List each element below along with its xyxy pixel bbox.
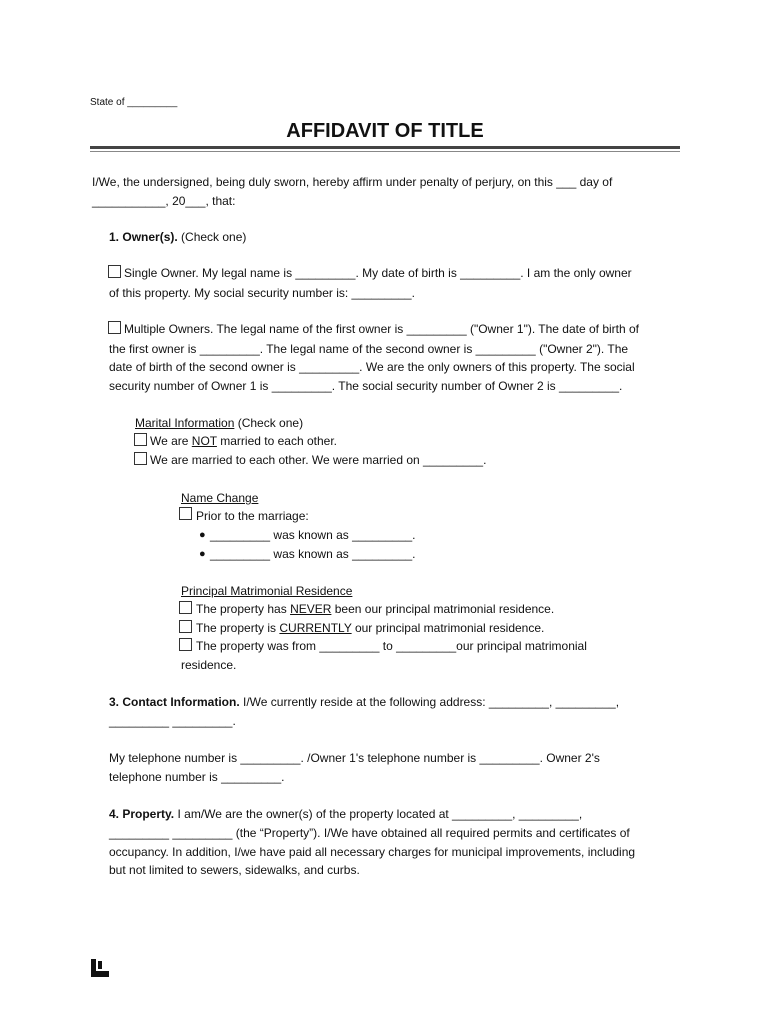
section-4-line-1: [109, 807, 582, 821]
not-married-text-a: We are: [150, 434, 192, 448]
not-married-checkbox[interactable]: [134, 433, 147, 446]
currently-text-b: our principal matrimonial residence.: [351, 621, 545, 635]
multiple-owners-line-3: date of birth of the second owner is _________. We are the only owners of this property. The social: [109, 360, 635, 374]
currently-residence-label: [196, 621, 544, 635]
bullet-1-glyph: ●: [199, 529, 206, 541]
document-title: AFFIDAVIT OF TITLE: [286, 120, 484, 142]
prior-to-marriage-label: Prior to the marriage:: [196, 509, 309, 523]
never-emphasis: NEVER: [290, 602, 332, 616]
document-logo-icon: [90, 958, 110, 978]
section-1-note: (Check one): [177, 230, 247, 244]
phone-line-2: telephone number is _________.: [109, 770, 285, 784]
section-3-text: I/We currently reside at the following address: _________, _________,: [239, 695, 620, 709]
section-4-line-4: but not limited to sewers, sidewalks, and curbs.: [109, 863, 360, 877]
never-text-b: been our principal matrimonial residence.: [331, 602, 555, 616]
currently-emphasis: CURRENTLY: [279, 621, 352, 635]
multiple-owners-line-4: security number of Owner 1 is _________. The social security number of Owner 2 is _________.: [109, 379, 623, 393]
section-4-text: I am/We are the owner(s) of the property located at _________, _________,: [174, 807, 583, 821]
period-residence-line-1: The property was from _________ to _________our principal matrimonial: [196, 639, 587, 653]
single-owner-line-1: Single Owner. My legal name is _________. My date of birth is _________. I am the only owner: [124, 266, 632, 280]
never-residence-checkbox[interactable]: [179, 601, 192, 614]
not-married-emphasis: NOT: [191, 434, 217, 448]
section-4-line-3: occupancy. In addition, I/we have paid all necessary charges for municipal improvements, including: [109, 845, 636, 859]
title-rule-thin: [90, 151, 680, 152]
period-residence-line-2: residence.: [181, 658, 237, 672]
period-residence-checkbox[interactable]: [179, 638, 192, 651]
section-3-heading: 3. Contact Information.: [109, 695, 240, 709]
section-3-line-1: [109, 695, 619, 709]
married-checkbox[interactable]: [134, 452, 147, 465]
single-owner-checkbox[interactable]: [108, 265, 121, 278]
section-1-heading: [109, 230, 246, 244]
currently-text-a: The property is: [196, 621, 280, 635]
section-4-heading: 4. Property.: [109, 807, 175, 821]
single-owner-line-2: of this property. My social security number is: _________.: [109, 286, 415, 300]
never-text-a: The property has: [196, 602, 291, 616]
prior-to-marriage-checkbox[interactable]: [179, 507, 192, 520]
intro-line-2: ___________, 20___, that:: [92, 194, 236, 208]
marital-heading-note: (Check one): [234, 416, 304, 430]
marital-heading-label: Marital Information: [135, 416, 235, 430]
multiple-owners-line-1: Multiple Owners. The legal name of the first owner is _________ ("Owner 1"). The date of birth of: [124, 322, 640, 336]
married-label: We are married to each other. We were married on _________.: [150, 453, 487, 467]
never-residence-label: [196, 602, 554, 616]
name-known-as-1: _________ was known as _________.: [210, 528, 416, 542]
section-1-number: 1.: [109, 230, 120, 244]
name-known-as-2: _________ was known as _________.: [210, 547, 416, 561]
multiple-owners-line-2: the first owner is _________. The legal name of the second owner is _________ ("Owner 2"). The: [109, 342, 629, 356]
intro-line-1: I/We, the undersigned, being duly sworn, hereby affirm under penalty of perjury, on this ___ day of: [92, 175, 613, 189]
multiple-owners-checkbox[interactable]: [108, 321, 121, 334]
not-married-text-b: married to each other.: [216, 434, 337, 448]
bullet-2-glyph: ●: [199, 548, 206, 560]
state-line: State of _________: [90, 97, 178, 108]
currently-residence-checkbox[interactable]: [179, 620, 192, 633]
phone-line-1: My telephone number is _________. /Owner 1's telephone number is _________. Owner 2's: [109, 751, 600, 765]
section-1-title: Owner(s).: [122, 230, 178, 244]
name-change-heading: Name Change: [181, 491, 259, 505]
marital-heading: [135, 416, 303, 430]
not-married-label: [150, 434, 337, 448]
section-4-line-2: _________ _________ (the “Property”). I/We have obtained all required permits and certificates of: [109, 826, 630, 840]
title-rule: [90, 146, 680, 149]
section-3-line-2: _________ _________.: [109, 714, 236, 728]
residence-heading: Principal Matrimonial Residence: [181, 584, 353, 598]
